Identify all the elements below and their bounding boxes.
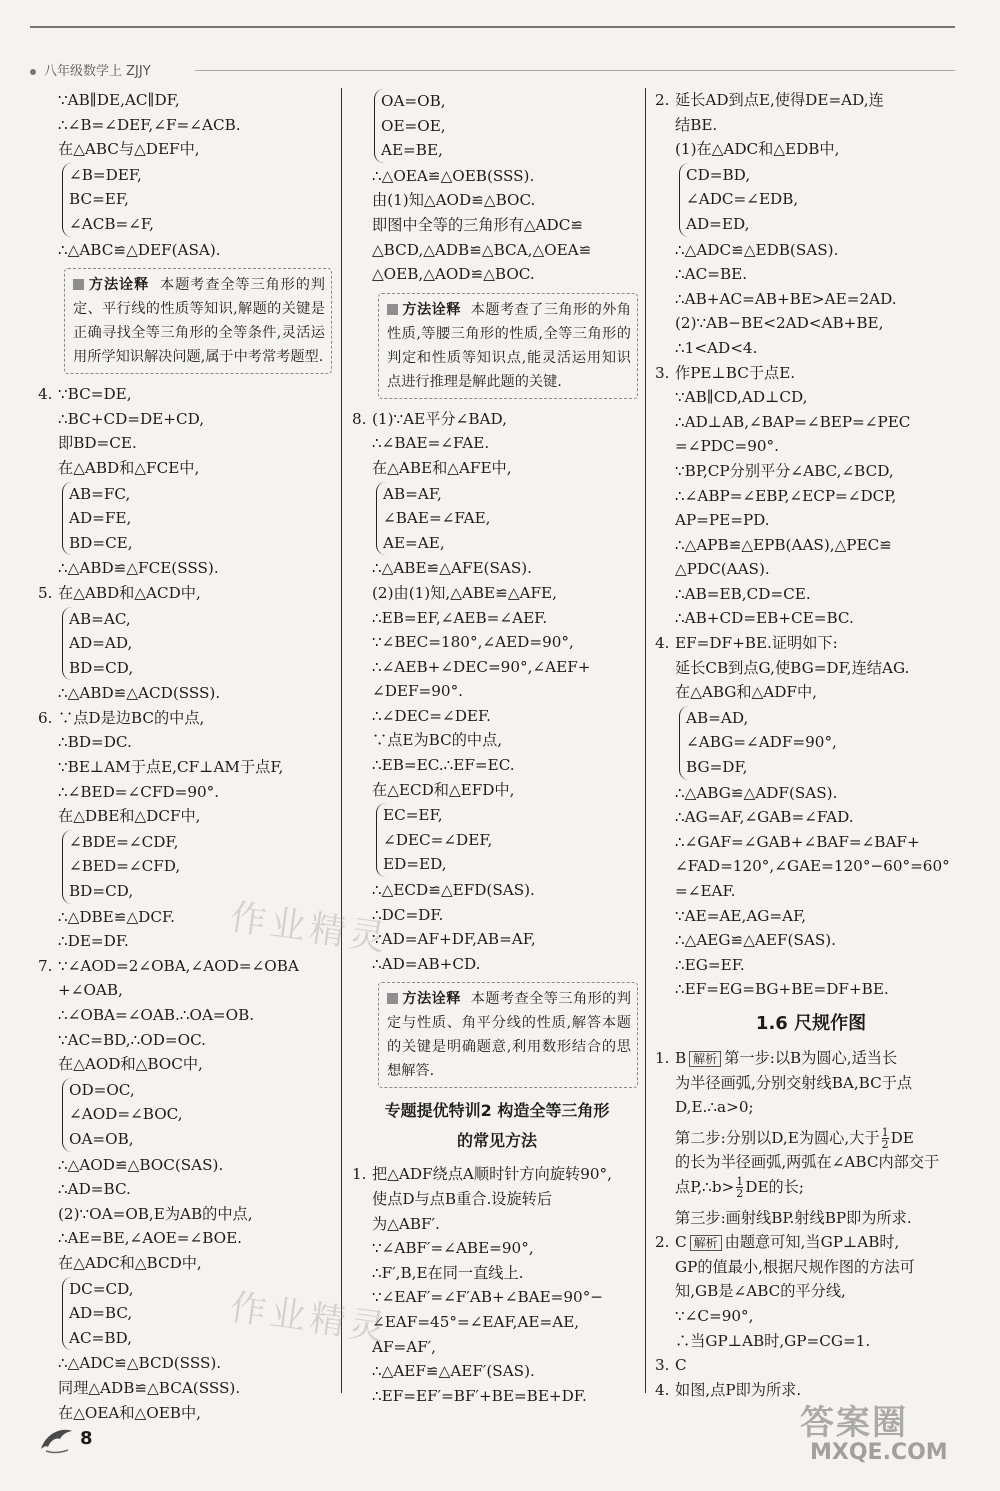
- text-line: ∴EF=EF′=BF′+BE=BE+DF.: [372, 1386, 587, 1405]
- condition: AB=FC,: [69, 484, 131, 503]
- text-line: ∴F′,B,E在同一直线上.: [372, 1263, 524, 1282]
- text-line: 在△OEA和△OEB中,: [58, 1403, 201, 1422]
- header-rule: [195, 70, 955, 71]
- condition-brace: [62, 830, 336, 904]
- condition: CD=BD,: [686, 165, 751, 184]
- condition: OE=OE,: [381, 116, 446, 135]
- text-line: 在△DBE和△DCF中,: [58, 807, 201, 826]
- condition-brace: [62, 163, 336, 237]
- method-note: [64, 268, 332, 374]
- condition: ∠BDE=∠CDF,: [69, 832, 179, 851]
- problem-number: 8.: [352, 409, 367, 428]
- condition: AD=AD,: [69, 634, 133, 653]
- condition: ∠BED=∠CFD,: [69, 857, 181, 876]
- condition: OD=OC,: [69, 1080, 135, 1099]
- text-line: ∵BE⊥AM于点E,CF⊥AM于点F,: [58, 758, 284, 777]
- text-line: ∴△ABG≌△ADF(SAS).: [675, 783, 838, 802]
- text-line: 由题意可知,当GP⊥AB时,: [724, 1233, 900, 1252]
- condition-brace: [376, 803, 642, 877]
- condition: AD=BC,: [69, 1304, 133, 1323]
- text-line: 为△ABF′.: [372, 1214, 440, 1233]
- text-line: ∵BP,CP分别平分∠ABC,∠BCD,: [675, 461, 894, 480]
- text-line: ∴AD=BC.: [58, 1180, 131, 1199]
- text-line: ∴∠OBA=∠OAB.∴OA=OB.: [58, 1006, 255, 1024]
- condition: BD=CE,: [69, 533, 133, 552]
- condition: AC=BD,: [69, 1328, 132, 1347]
- text-line: ∴DE=DF.: [58, 932, 129, 951]
- text-line: AP=PE=PD.: [675, 511, 770, 530]
- note-tag: 方法诠释: [402, 301, 461, 318]
- text-line: ∴△ABE≌△AFE(SAS).: [372, 559, 533, 578]
- text-line: 知,GB是∠ABC的平分线,: [675, 1282, 846, 1301]
- text-line: (1)在△ADC和△EDB中,: [675, 140, 840, 159]
- condition: AB=AD,: [686, 708, 749, 727]
- text-line: 作PE⊥BC于点E.: [675, 363, 796, 382]
- condition: AD=FE,: [69, 509, 132, 528]
- page-number: 8: [80, 1428, 93, 1449]
- text-line: △BCD,△ADB≌△BCA,△OEA≌: [372, 240, 592, 259]
- analysis-tag: 解析: [689, 1051, 721, 1067]
- text-line: DE: [890, 1128, 914, 1147]
- problem-number: 4.: [655, 1380, 670, 1399]
- text-line: 即BD=CE.: [58, 434, 137, 453]
- text-line: D,E.∴a>0;: [675, 1098, 754, 1117]
- text-line: (2)∵AB−BE<2AD<AB+BE,: [675, 314, 884, 333]
- text-line: ∵AE=AE,AG=AF,: [675, 906, 807, 925]
- text-line: 结BE.: [675, 115, 718, 134]
- text-line: ∴AD⊥AB,∠BAP=∠BEP=∠PEC: [675, 412, 911, 431]
- text-line: ∴∠AEB+∠DEC=90°,∠AEF+: [372, 657, 591, 676]
- text-line: ∴△ABC≌△DEF(ASA).: [58, 240, 221, 259]
- text-line: 使点D与点B重合.设旋转后: [372, 1190, 553, 1208]
- fraction: [736, 1176, 743, 1199]
- condition-brace: [62, 482, 336, 556]
- text-line: ∴△ADC≌△BCD(SSS).: [58, 1354, 222, 1373]
- problem-number: 1.: [352, 1165, 367, 1184]
- text-line: EF=DF+BE.证明如下:: [675, 634, 838, 653]
- problem-number: 5.: [38, 583, 53, 602]
- text-line: ∴△AOD≌△BOC(SAS).: [58, 1155, 224, 1174]
- text-line: ∴△DBE≌△DCF.: [58, 907, 175, 926]
- site-logo-watermark: 答案圈: [800, 1403, 908, 1443]
- text-line: ∴∠ABP=∠EBP,∠ECP=∠DCP,: [675, 486, 897, 505]
- text-line: ∴EB=EF,∠AEB=∠AEF.: [372, 608, 548, 627]
- text-line: (2)由(1)知,△ABE≌△AFE,: [372, 583, 557, 602]
- problem-number: 4.: [655, 634, 670, 653]
- text-line: ∴EF=EG=BG+BE=DF+BE.: [675, 980, 889, 999]
- condition: EC=EF,: [383, 806, 443, 825]
- condition: ∠ADC=∠EDB,: [686, 190, 799, 209]
- header-title: 八年级数学上 ZJJY: [44, 64, 151, 79]
- top-rule: [30, 26, 955, 28]
- text-line: 如图,点P即为所求.: [675, 1380, 802, 1399]
- text-line: 为半径画弧,分别交射线BA,BC于点: [675, 1073, 913, 1092]
- text-line: 延长AD到点E,使得DE=AD,连: [675, 91, 884, 109]
- answer: B: [675, 1048, 687, 1067]
- text-line: ∴△ADC≌△EDB(SAS).: [675, 240, 839, 259]
- dolphin-logo-icon: [38, 1423, 76, 1455]
- text-line: ∵点E为BC的中点,: [372, 731, 503, 750]
- text-line: =∠EAF.: [675, 882, 736, 900]
- text-line: ∴AC=BE.: [675, 265, 748, 284]
- text-line: 的长为半径画弧,两弧在∠ABC内部交于: [675, 1153, 940, 1172]
- text-line: 在△ABD和△ACD中,: [58, 583, 201, 602]
- method-note: [378, 293, 638, 399]
- condition-brace: [679, 706, 967, 780]
- condition-brace: [376, 482, 642, 556]
- text-line: ∴∠DEC=∠DEF.: [372, 706, 491, 725]
- text-line: ∴1<AD<4.: [675, 338, 758, 357]
- section-title: 1.6 尺规作图: [755, 1012, 867, 1034]
- condition: AE=BE,: [381, 141, 443, 160]
- text-line: 在△ABE和△AFE中,: [372, 458, 512, 477]
- column-1: [38, 88, 336, 1425]
- text-line: ∴BD=DC.: [58, 733, 132, 752]
- condition: BD=CD,: [69, 882, 134, 901]
- text-line: ∴DC=DF.: [372, 905, 444, 924]
- running-header: [30, 60, 151, 79]
- text-line: 在△ABG和△ADF中,: [675, 683, 817, 702]
- section-title: [352, 1096, 642, 1156]
- site-url-watermark: MXQE.COM: [810, 1440, 948, 1465]
- section-title-line: 专题提优特训2 构造全等三角形: [384, 1101, 610, 1121]
- text-line: 延长CB到点G,使BG=DF,连结AG.: [675, 658, 910, 677]
- text-line: DE的长;: [745, 1177, 805, 1196]
- watermark: 作业精灵: [227, 1287, 392, 1350]
- condition: AB=AF,: [383, 484, 442, 503]
- note-tag: 方法诠释: [402, 991, 461, 1008]
- fraction-denominator: 2: [881, 1138, 889, 1152]
- problem-number: 2.: [655, 91, 670, 109]
- text-line: (2)∵OA=OB,E为AB的中点,: [58, 1204, 253, 1223]
- text-line: ∴∠GAF=∠GAB+∠BAF=∠BAF+: [675, 832, 920, 851]
- text-line: ∵AC=BD,∴OD=OC.: [58, 1030, 206, 1049]
- text-line: ∴AB+CD=EB+CE=BC.: [675, 609, 854, 628]
- text-line: ∴EG=EF.: [675, 955, 745, 974]
- note-icon: [73, 279, 84, 290]
- text-line: 第一步:以B为圆心,适当长: [724, 1048, 898, 1067]
- text-line: △PDC(AAS).: [675, 560, 770, 579]
- text-line: ∴AG=AF,∠GAB=∠FAD.: [675, 808, 854, 827]
- column-divider: [645, 88, 646, 1393]
- text-line: ∴BC+CD=DE+CD,: [58, 409, 205, 428]
- text-line: ∴△ABD≌△FCE(SSS).: [58, 559, 219, 578]
- text-line: =∠PDC=90°.: [675, 437, 779, 456]
- text-line: 在△ADC和△BCD中,: [58, 1253, 202, 1272]
- text-line: ∴EB=EC.∴EF=EC.: [372, 756, 515, 775]
- text-line: ∴∠BED=∠CFD=90°.: [58, 782, 220, 801]
- text-line: ∵点D是边BC的中点,: [58, 708, 205, 727]
- condition: ∠B=DEF,: [69, 165, 142, 184]
- text-line: ∴AD=AB+CD.: [372, 954, 481, 973]
- text-line: ∴AE=BE,∠AOE=∠BOE.: [58, 1229, 243, 1248]
- text-line: ∵∠EAF′=∠F′AB+∠BAE=90°−: [372, 1288, 604, 1307]
- fraction-denominator: 2: [736, 1187, 744, 1201]
- bullet-icon: [30, 69, 36, 75]
- note-icon: [387, 993, 398, 1004]
- text-line: AF=AF′,: [372, 1337, 437, 1356]
- text-line: 点P,∴b>: [675, 1177, 735, 1196]
- condition: ED=ED,: [383, 855, 447, 874]
- condition: ∠ABG=∠ADF=90°,: [686, 733, 837, 752]
- condition-brace: [62, 1078, 336, 1152]
- problem-number: 3.: [655, 363, 670, 382]
- note-text: 本题考查全等三角形的判定与性质、角平分线的性质,解答本题的关键是明确题意,利用数形结合的思想解答.: [387, 991, 631, 1080]
- text-line: ∵AD=AF+DF,AB=AF,: [372, 930, 536, 949]
- text-line: ∴AB+AC=AB+BE>AE=2AD.: [675, 289, 897, 308]
- problem-number: 3.: [655, 1356, 670, 1375]
- problem-number: 6.: [38, 708, 53, 727]
- condition: ∠AOD=∠BOC,: [69, 1105, 183, 1124]
- text-line: ∵∠BEC=180°,∠AED=90°,: [372, 633, 574, 652]
- text-line: 由(1)知△AOD≌△BOC.: [372, 191, 536, 210]
- condition: DC=CD,: [69, 1279, 134, 1298]
- text-line: 第三步:画射线BP.射线BP即为所求.: [675, 1208, 912, 1227]
- condition-brace: [374, 89, 642, 163]
- text-line: (1)∵AE平分∠BAD,: [372, 409, 507, 428]
- text-line: 在△AOD和△BOC中,: [58, 1055, 203, 1074]
- condition-brace: [679, 163, 967, 237]
- condition: BG=DF,: [686, 758, 748, 777]
- condition: BC=EF,: [69, 190, 129, 209]
- note-text: 本题考查全等三角形的判定、平行线的性质等知识,解题的关键是正确寻找全等三角形的全等条件,灵活运用所学知识解决问题,属于中考常考题型.: [73, 277, 325, 366]
- method-note: [378, 982, 638, 1088]
- watermark: 作业精灵: [227, 897, 392, 960]
- fraction-numerator: 1: [881, 1126, 889, 1140]
- text-line: 第二步:分别以D,E为圆心,大于: [675, 1128, 880, 1147]
- text-line: ∴△APB≌△EPB(AAS),△PEC≌: [675, 535, 892, 554]
- problem-number: 2.: [655, 1233, 670, 1252]
- text-line: ∵∠AOD=2∠OBA,∠AOD=∠OBA: [58, 956, 299, 975]
- text-line: △OEB,△AOD≌△BOC.: [372, 265, 535, 284]
- text-line: ∵∠C=90°,: [675, 1306, 754, 1325]
- text-line: 即图中全等的三角形有△ADC≌: [372, 215, 584, 234]
- note-icon: [387, 304, 398, 315]
- text-line: ∵∠ABF′=∠ABE=90°,: [372, 1239, 534, 1258]
- note-tag: 方法诠释: [88, 277, 150, 294]
- text-line: 把△ADF绕点A顺时针方向旋转90°,: [372, 1165, 612, 1184]
- condition: AB=AC,: [69, 609, 131, 628]
- condition: AD=ED,: [686, 214, 750, 233]
- text-line: ∴△OEA≌△OEB(SSS).: [372, 166, 535, 185]
- text-line: ∴△ECD≌△EFD(SAS).: [372, 881, 535, 900]
- answer: C: [675, 1356, 687, 1375]
- fraction: [882, 1127, 889, 1150]
- text-line: ∴∠BAE=∠FAE.: [372, 434, 490, 453]
- text-line: ∴AB=EB,CD=CE.: [675, 584, 811, 603]
- problem-number: 4.: [38, 385, 53, 404]
- text-line: ∴∠B=∠DEF,∠F=∠ACB.: [58, 115, 241, 134]
- condition-brace: [62, 607, 336, 681]
- fraction-numerator: 1: [736, 1175, 744, 1189]
- text-line: ∴△AEF≌△AEF′(SAS).: [372, 1362, 535, 1381]
- problem-number: 1.: [655, 1048, 670, 1067]
- text-line: ∵BC=DE,: [58, 385, 132, 404]
- section-title-line: 的常见方法: [456, 1131, 537, 1151]
- condition: OA=OB,: [69, 1129, 134, 1148]
- text-line: GP的值最小,根据尺规作图的方法可: [675, 1257, 915, 1276]
- text-line: ∴△AEG≌△AEF(SAS).: [675, 931, 836, 950]
- text-line: +∠OAB,: [58, 981, 123, 1000]
- text-line: ∵AB∥DE,AC∥DF,: [58, 91, 180, 109]
- text-line: ∴当GP⊥AB时,GP=CG=1.: [675, 1331, 871, 1350]
- condition: AE=AE,: [383, 533, 445, 552]
- text-line: 在△ECD和△EFD中,: [372, 780, 515, 799]
- column-divider: [341, 88, 342, 1393]
- condition: ∠DEC=∠DEF,: [383, 830, 493, 849]
- text-line: 在△ABC与△DEF中,: [58, 140, 200, 159]
- column-3: [655, 88, 967, 1402]
- text-line: ∠FAD=120°,∠GAE=120°−60°=60°: [675, 857, 950, 876]
- problem-number: 7.: [38, 956, 53, 975]
- text-line: ∠DEF=90°.: [372, 682, 463, 701]
- condition: OA=OB,: [381, 92, 446, 110]
- condition: ∠BAE=∠FAE,: [383, 509, 491, 528]
- text-line: 在△ABD和△FCE中,: [58, 458, 200, 477]
- analysis-tag: 解析: [690, 1235, 722, 1251]
- condition: BD=CD,: [69, 658, 134, 677]
- text-line: ∴△ABD≌△ACD(SSS).: [58, 684, 221, 703]
- text-line: ∠EAF=45°=∠EAF,AE=AE,: [372, 1312, 580, 1331]
- answer: C: [675, 1233, 687, 1252]
- text-line: ∵AB∥CD,AD⊥CD,: [675, 388, 808, 407]
- note-text: 本题考查了三角形的外角性质,等腰三角形的性质,全等三角形的判定和性质等知识点,能灵活运用知识点进行推理是解此题的关键.: [387, 301, 631, 390]
- text-line: 同理△ADB≌△BCA(SSS).: [58, 1378, 241, 1397]
- condition: ∠ACB=∠F,: [69, 214, 154, 233]
- column-2: [352, 88, 642, 1408]
